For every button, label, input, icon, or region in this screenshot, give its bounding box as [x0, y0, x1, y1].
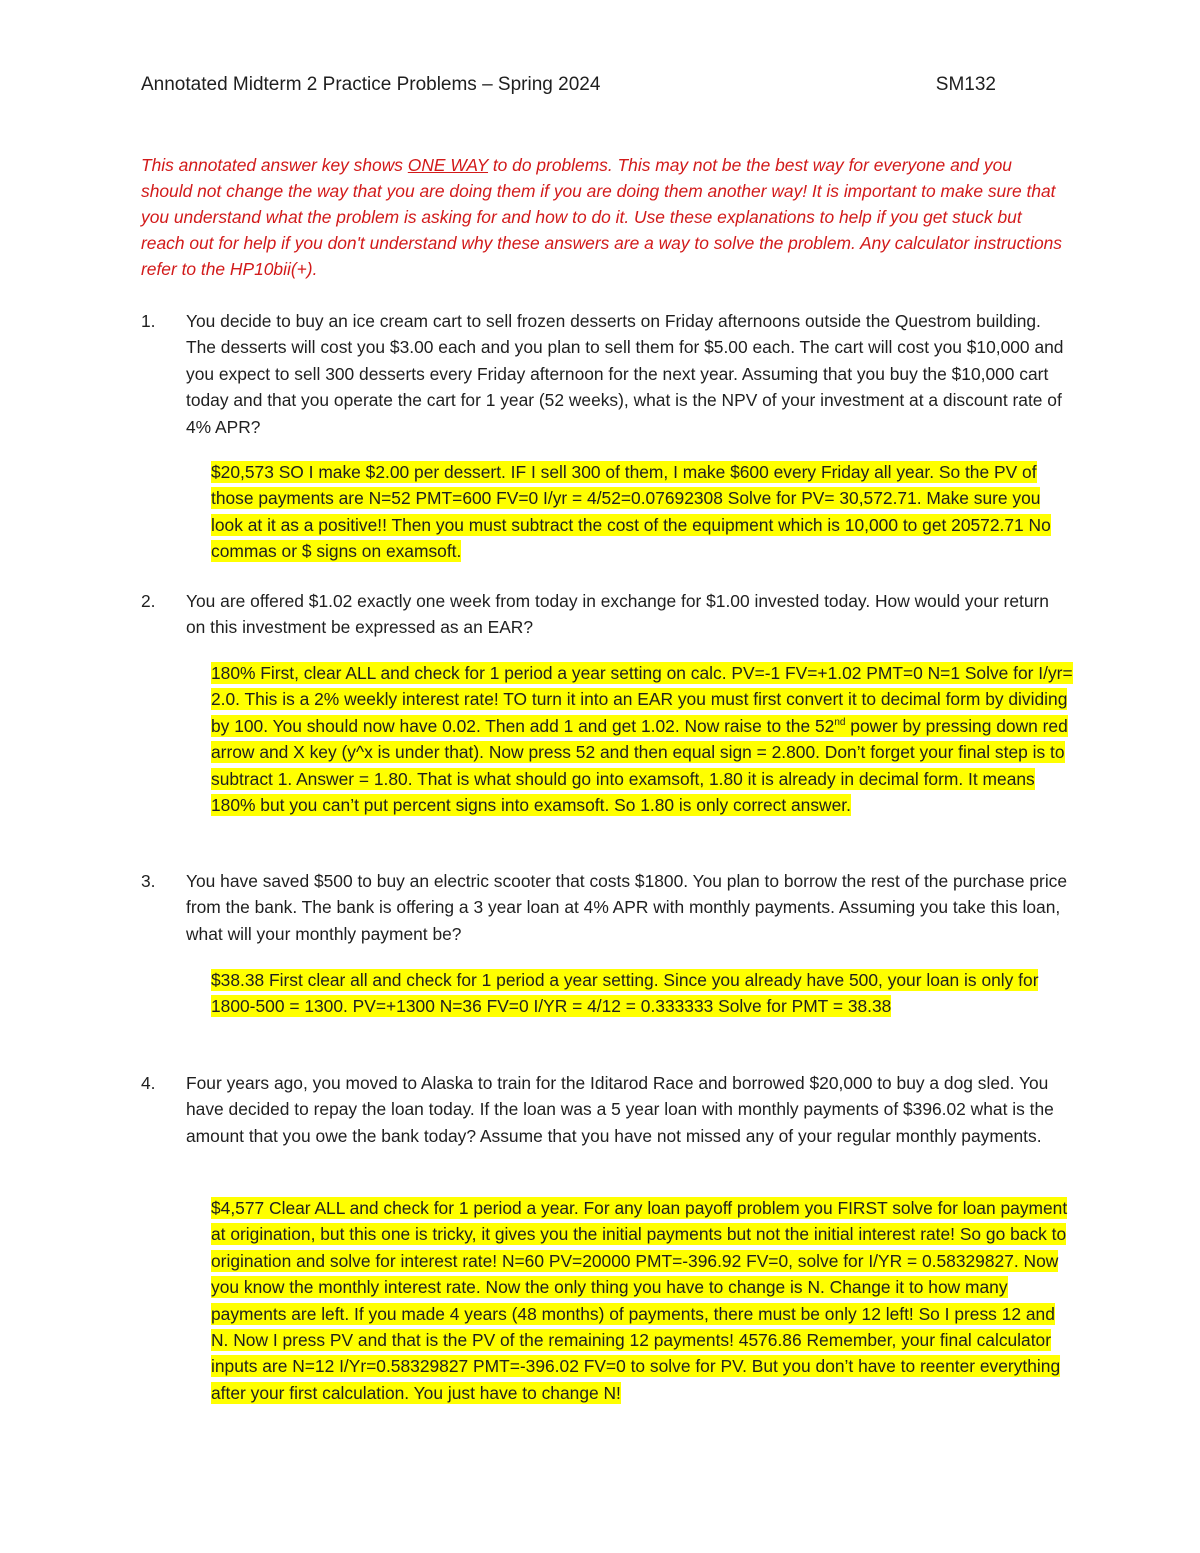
ordinal-superscript: nd: [834, 717, 846, 729]
answer-4: [211, 1195, 1073, 1406]
answer-text: $38.38 First clear all and check for 1 period a year setting. Since you already have 500, your loan is only for 1800-500 = 1300. PV=+1300 N=36 FV=0 I/YR = 4/12 = 0.333333 Solve for PMT = 38.38: [211, 970, 1039, 1017]
question-text: You decide to buy an ice cream cart to sell frozen desserts on Friday afternoons outside the Questrom building. The desserts will cost you $3.00 each and you plan to sell them for $5.00 each. The cart will cost you $10,000 and you expect to sell 300 desserts every Friday afternoon for the next year. Assuming that you buy the $10,000 cart today and that you operate the cart for 1 year (52 weeks), what is the NPV of your investment at a discount rate of 4% APR?: [186, 311, 1064, 437]
intro-emphasis: ONE WAY: [407, 155, 489, 175]
answer-2: [211, 660, 1073, 818]
question-4: [141, 1070, 1071, 1149]
course-code: SM132: [935, 74, 996, 95]
intro-text-after: to do problems. This may not be the best way for everyone and you should not change the way that you are doing them if you are doing them another way! It is important to make sure that you understand what the problem is asking for and how to do it. Use these explanations to help if you get stuck but reach out for help if you don't understand why these answers are a way to solve the problem. Any calculator instructions refer to the HP10bii(+).: [141, 155, 1063, 280]
question-number: 1.: [141, 311, 156, 331]
question-text: You are offered $1.02 exactly one week from today in exchange for $1.00 invested today. How would your return on this investment be expressed as an EAR?: [186, 591, 1049, 638]
answer-text-part-b: power by pressing down red arrow and X key (y^x is under that). Now press 52 and then equal sign = 2.800. Don’t forget your final step is to subtract 1. Answer = 1.80. That is what should go into examsoft, 1.80 it is already in decimal form. It means 180% but you can’t put percent signs into examsoft. So 1.80 is only correct answer.: [211, 715, 1068, 816]
question-2: [141, 588, 1071, 641]
answer-1: [211, 459, 1073, 565]
question-number: 2.: [141, 591, 156, 611]
page-header: [141, 74, 996, 100]
answer-text-part-a: 180% First, clear ALL and check for 1 period a year setting on calc. PV=-1 FV=+1.02 PMT=0 N=1 Solve for I/yr= 2.0. This is a 2% weekly interest rate! TO turn it into an EAR you must first convert it to decimal form by dividing by 100. You should now have 0.02. Then add 1 and get 1.02. Now raise to the 52: [211, 663, 1073, 736]
question-text: You have saved $500 to buy an electric scooter that costs $1800. You plan to borrow the rest of the purchase price from the bank. The bank is offering a 3 year loan at 4% APR with monthly payments. Assuming you take this loan, what will your monthly payment be?: [186, 871, 1068, 944]
answer-text: $20,573 SO I make $2.00 per dessert. IF I sell 300 of them, I make $600 every Friday all year. So the PV of those payments are N=52 PMT=600 FV=0 I/yr = 4/52=0.07692308 Solve for PV= 30,572.71. Make sure you look at it as a positive!! Then you must subtract the cost of the equipment which is 10,000 to get 20572.71 No commas or $ signs on examsoft.: [211, 462, 1051, 562]
question-text: Four years ago, you moved to Alaska to train for the Iditarod Race and borrowed $20,000 to buy a dog sled. You have decided to repay the loan today. If the loan was a 5 year loan with monthly payments of $396.02 what is the amount that you owe the bank today? Assume that you have not missed any of your regular monthly payments.: [186, 1073, 1054, 1146]
answer-text: $4,577 Clear ALL and check for 1 period a year. For any loan payoff problem you FIRST solve for loan payment at origination, but this one is tricky, it gives you the initial payments but not the initial interest rate! So go back to origination and solve for interest rate! N=60 PV=20000 PMT=-396.92 FV=0, solve for I/YR = 0.58329827. Now you know the monthly interest rate. Now the only thing you have to change is N. Change it to how many payments are left. If you made 4 years (48 months) of payments, there must be only 12 left! So I press 12 and N. Now I press PV and that is the PV of the remaining 12 payments! 4576.86 Remember, your final calculator inputs are N=12 I/Yr=0.58329827 PMT=-396.02 FV=0 to solve for PV. But you don’t have to reenter everything after your first calculation. You just have to change N!: [211, 1198, 1068, 1403]
question-number: 3.: [141, 871, 156, 891]
answer-text: [211, 662, 1073, 816]
document-title: Annotated Midterm 2 Practice Problems – Spring 2024: [141, 74, 601, 95]
intro-text-before: This annotated answer key shows: [141, 155, 408, 175]
question-3: [141, 868, 1071, 947]
intro-note: [141, 152, 1066, 282]
question-number: 4.: [141, 1073, 156, 1093]
answer-3: [211, 967, 1073, 1020]
question-1: [141, 308, 1071, 440]
